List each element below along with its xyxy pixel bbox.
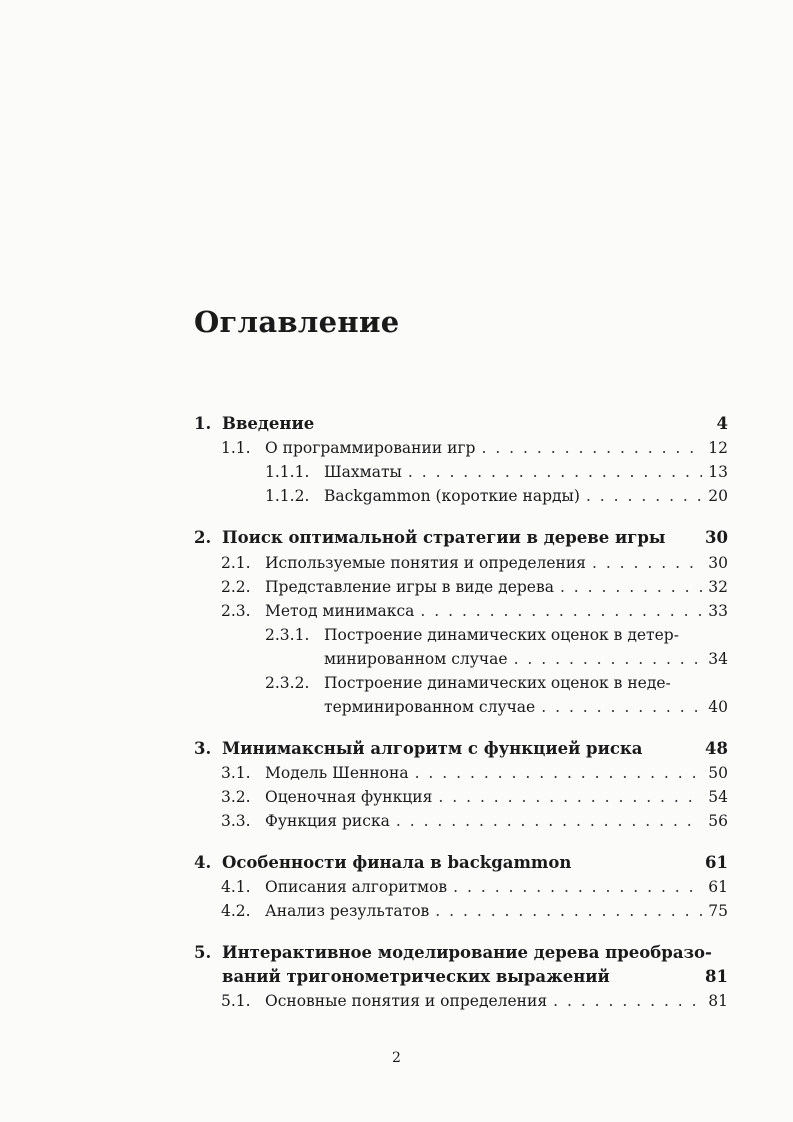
section-number: 5.1. xyxy=(221,992,251,1010)
page-number: 56 xyxy=(708,812,728,830)
toc-chapter-4[interactable] xyxy=(194,851,728,875)
chapter-title: Введение xyxy=(222,414,315,433)
page-number: 30 xyxy=(708,554,728,572)
toc-chapter-5-line2[interactable] xyxy=(222,965,728,989)
page-number: 61 xyxy=(708,878,728,896)
chapter-number: 5. xyxy=(194,943,212,962)
section-title: Метод минимакса xyxy=(265,602,415,620)
subsection-number: 1.1.2. xyxy=(265,487,310,505)
leader-dots xyxy=(438,785,702,809)
chapter-title: Минимаксный алгоритм с функцией риска xyxy=(222,739,643,758)
section-title: Модель Шеннона xyxy=(265,764,409,782)
leader-dots xyxy=(415,761,702,785)
toc-subsection-1-1-1[interactable] xyxy=(265,460,728,484)
page-number: 13 xyxy=(708,463,728,481)
toc-subsection-2-3-2-line1[interactable] xyxy=(265,671,671,695)
leader-dots xyxy=(560,575,702,599)
toc-section-3-3[interactable] xyxy=(221,809,728,833)
section-number: 2.1. xyxy=(221,554,251,572)
section-title: Представление игры в виде дерева xyxy=(265,578,554,596)
page-number: 30 xyxy=(705,528,728,547)
section-title: Оценочная функция xyxy=(265,788,433,806)
leader-dots xyxy=(420,599,702,623)
toc-chapter-5-line1[interactable] xyxy=(194,941,712,965)
section-title: Функция риска xyxy=(265,812,390,830)
subsection-title-line2: терминированном случае xyxy=(324,698,536,716)
leader-dots xyxy=(514,647,702,671)
section-number: 3.2. xyxy=(221,788,251,806)
toc-section-2-1[interactable] xyxy=(221,551,728,575)
section-number: 2.3. xyxy=(221,602,251,620)
page-number: 32 xyxy=(708,578,728,596)
section-title: Используемые понятия и определения xyxy=(265,554,586,572)
page-number: 81 xyxy=(708,992,728,1010)
leader-dots xyxy=(553,989,702,1013)
subsection-title: Backgammon (короткие нарды) xyxy=(324,487,580,505)
leader-dots xyxy=(586,484,702,508)
page-number: 81 xyxy=(705,967,728,986)
leader-dots xyxy=(481,436,702,460)
subsection-title: Шахматы xyxy=(324,463,402,481)
chapter-number: 2. xyxy=(194,528,212,547)
page-number: 50 xyxy=(708,764,728,782)
leader-dots xyxy=(541,695,702,719)
toc-section-5-1[interactable] xyxy=(221,989,728,1013)
toc-subsection-1-1-2[interactable] xyxy=(265,484,728,508)
chapter-title-line2: ваний тригонометрических выражений xyxy=(222,967,610,986)
toc-section-4-1[interactable] xyxy=(221,875,728,899)
chapter-number: 4. xyxy=(194,853,212,872)
leader-dots xyxy=(435,899,702,923)
toc-chapter-2[interactable] xyxy=(194,526,728,550)
toc-section-3-2[interactable] xyxy=(221,785,728,809)
section-number: 2.2. xyxy=(221,578,251,596)
page-number: 61 xyxy=(705,853,728,872)
subsection-number: 1.1.1. xyxy=(265,463,310,481)
chapter-title: Особенности финала в backgammon xyxy=(222,853,572,872)
leader-dots xyxy=(396,809,702,833)
chapter-number: 1. xyxy=(194,414,212,433)
footer-page-number: 2 xyxy=(392,1050,401,1066)
page-number: 40 xyxy=(708,698,728,716)
section-number: 4.2. xyxy=(221,902,251,920)
page-number: 54 xyxy=(708,788,728,806)
chapter-number: 3. xyxy=(194,739,212,758)
subsection-title-line1: Построение динамических оценок в детер- xyxy=(324,626,679,644)
section-number: 4.1. xyxy=(221,878,251,896)
toc-subsection-2-3-1-line1[interactable] xyxy=(265,623,679,647)
section-number: 1.1. xyxy=(221,439,251,457)
chapter-title: Поиск оптимальной стратегии в дереве игры xyxy=(222,528,666,547)
section-number: 3.1. xyxy=(221,764,251,782)
toc-chapter-3[interactable] xyxy=(194,737,728,761)
subsection-title-line1: Построение динамических оценок в неде- xyxy=(324,674,671,692)
section-number: 3.3. xyxy=(221,812,251,830)
leader-dots xyxy=(408,460,702,484)
toc-section-1-1[interactable] xyxy=(221,436,728,460)
section-title: Основные понятия и определения xyxy=(265,992,548,1010)
page-number: 48 xyxy=(705,739,728,758)
page-number: 75 xyxy=(708,902,728,920)
toc-section-2-3[interactable] xyxy=(221,599,728,623)
section-title: Анализ результатов xyxy=(265,902,430,920)
toc-section-2-2[interactable] xyxy=(221,575,728,599)
toc-subsection-2-3-1-line2[interactable] xyxy=(324,647,728,671)
subsection-number: 2.3.1. xyxy=(265,626,310,644)
toc-subsection-2-3-2-line2[interactable] xyxy=(324,695,728,719)
page-number: 20 xyxy=(708,487,728,505)
page-title: Оглавление xyxy=(194,305,400,339)
section-title: О программировании игр xyxy=(265,439,476,457)
page-number: 4 xyxy=(716,414,728,433)
subsection-number: 2.3.2. xyxy=(265,674,310,692)
subsection-title-line2: минированном случае xyxy=(324,650,508,668)
page-number: 12 xyxy=(708,439,728,457)
toc-section-4-2[interactable] xyxy=(221,899,728,923)
leader-dots xyxy=(453,875,702,899)
page-number: 33 xyxy=(708,602,728,620)
toc-section-3-1[interactable] xyxy=(221,761,728,785)
chapter-title-line1: Интерактивное моделирование дерева преобразо- xyxy=(222,943,712,962)
section-title: Описания алгоритмов xyxy=(265,878,448,896)
leader-dots xyxy=(592,551,702,575)
toc-chapter-1[interactable] xyxy=(194,412,728,436)
page-number: 34 xyxy=(708,650,728,668)
